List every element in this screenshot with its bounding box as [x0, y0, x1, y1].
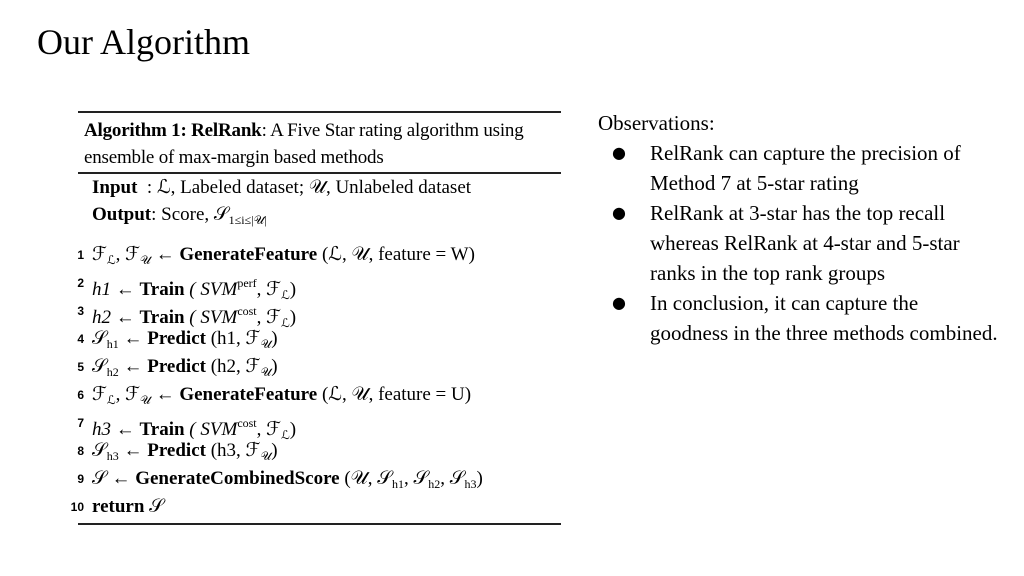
step-function: Predict: [147, 328, 206, 349]
algorithm-caption-title: Algorithm 1: RelRank: [84, 120, 262, 141]
step-lhs: h3: [92, 419, 111, 440]
step-sub: ℒ: [281, 428, 290, 442]
step-function: Predict: [147, 356, 206, 377]
step-sub: h1: [392, 477, 404, 491]
step-number: 10: [70, 500, 84, 514]
step-function: Train: [139, 307, 185, 328]
algorithm-step: [64, 297, 561, 330]
observations-list: [598, 138, 998, 348]
step-function: Train: [139, 419, 185, 440]
step-arrow: ←: [111, 307, 140, 328]
step-lhs: ℱ: [92, 384, 107, 405]
step-function: return: [92, 496, 145, 517]
step-function: GenerateCombinedScore: [135, 468, 340, 489]
step-function: Predict: [147, 440, 206, 461]
algorithm-step: [64, 409, 561, 442]
step-sub: h3: [106, 449, 119, 463]
algorithm-step: [64, 325, 561, 353]
algorithm-top-rule: [78, 111, 561, 113]
step-sub: ℒ: [281, 316, 290, 330]
step-args: , ℱ: [256, 419, 282, 440]
step-args: (h3, ℱ: [205, 440, 261, 461]
step-lhs: 𝒮: [92, 328, 107, 349]
algorithm-step: [64, 241, 561, 269]
step-number: 2: [77, 276, 84, 290]
algorithm-step: [64, 465, 561, 493]
step-args: , ℱ: [256, 307, 282, 328]
step-args: ): [271, 356, 278, 377]
step-arrow: ←: [118, 328, 148, 349]
step-args: 𝒮: [144, 496, 164, 517]
list-item: [598, 138, 998, 198]
algorithm-box: [64, 111, 561, 531]
algorithm-bottom-rule: [78, 523, 561, 525]
step-sup: perf: [237, 276, 257, 290]
step-sub: 𝒰: [260, 449, 272, 463]
algorithm-step: [64, 353, 561, 381]
step-lhs2: , ℱ: [115, 244, 141, 265]
step-function: Train: [139, 279, 185, 300]
step-sub: 𝒰: [260, 337, 272, 351]
step-sup: cost: [237, 416, 257, 430]
step-args: ): [289, 279, 297, 300]
step-lhs2: , ℱ: [115, 384, 141, 405]
step-args: , ℱ: [256, 279, 282, 300]
step-arrow: ←: [118, 440, 148, 461]
step-sub: ℒ: [106, 253, 116, 267]
list-item: [598, 288, 998, 348]
algorithm-step: [64, 493, 561, 521]
step-function: GenerateFeature: [179, 384, 318, 405]
observations-panel: [598, 108, 998, 348]
step-sub: 𝒰: [140, 393, 151, 407]
step-arrow: ←: [150, 244, 180, 265]
step-args: (ℒ, 𝒰, feature = W): [317, 244, 475, 265]
step-args: ): [476, 468, 483, 489]
step-args: , 𝒮: [404, 468, 429, 489]
step-lhs: 𝒮: [92, 356, 107, 377]
step-args: ( SVM: [184, 419, 238, 440]
step-args: ): [271, 328, 278, 349]
step-sub: ℒ: [281, 288, 290, 302]
step-sub: 𝒰: [140, 253, 151, 267]
step-arrow: ←: [150, 384, 180, 405]
bullet-icon: ●: [612, 143, 626, 162]
algorithm-step: [64, 269, 561, 302]
step-lhs: h1: [92, 279, 111, 300]
step-number: 1: [77, 248, 84, 262]
step-sub: 𝒰: [260, 365, 272, 379]
step-code: [92, 493, 164, 521]
step-function: GenerateFeature: [179, 244, 318, 265]
algorithm-input: [92, 176, 471, 200]
step-args: ): [271, 440, 278, 461]
step-arrow: ←: [106, 468, 136, 489]
output-subscript: 1≤i≤|𝒰|: [228, 213, 267, 227]
step-lhs: h2: [92, 307, 111, 328]
step-args: ( SVM: [184, 307, 238, 328]
bullet-icon: ●: [612, 203, 626, 222]
bullet-icon: ●: [612, 293, 626, 312]
slide-title: Our Algorithm: [37, 22, 250, 62]
step-sub: h2: [106, 365, 119, 379]
algorithm-steps: [64, 241, 561, 521]
list-item: [598, 198, 998, 288]
step-arrow: ←: [118, 356, 148, 377]
algorithm-mid-rule: [78, 172, 561, 174]
step-lhs: 𝒮: [92, 468, 107, 489]
step-sub: h1: [106, 337, 119, 351]
observations-heading: Observations:: [598, 111, 715, 135]
step-number: 7: [77, 416, 84, 430]
algorithm-output: [92, 203, 267, 232]
step-args: (h2, ℱ: [205, 356, 261, 377]
step-number: 8: [77, 444, 84, 458]
algorithm-step: [64, 381, 561, 409]
input-text: : ℒ, Labeled dataset; 𝒰, Unlabeled dataset: [137, 177, 472, 198]
algorithm-caption: [84, 117, 554, 171]
step-args: ): [289, 419, 297, 440]
step-args: ): [289, 307, 297, 328]
step-number: 6: [77, 388, 84, 402]
step-arrow: ←: [111, 419, 140, 440]
step-lhs: 𝒮: [92, 440, 107, 461]
output-label: Output: [92, 204, 152, 225]
step-sub: h3: [464, 477, 477, 491]
algorithm-caption-text: : A Five Star rating algorithm using ensemble of max-margin based methods: [84, 120, 524, 168]
input-label: Input: [92, 177, 138, 198]
step-number: 3: [77, 304, 84, 318]
algorithm-step: [64, 437, 561, 465]
observation-text: RelRank can capture the precision of Method 7 at 5-star rating: [650, 141, 961, 195]
step-sup: cost: [237, 304, 257, 318]
step-lhs: ℱ: [92, 244, 107, 265]
step-args: (ℒ, 𝒰, feature = U): [317, 384, 472, 405]
step-arrow: ←: [111, 279, 140, 300]
step-number: 5: [77, 360, 84, 374]
step-args: (h1, ℱ: [205, 328, 261, 349]
step-number: 4: [77, 332, 84, 346]
step-sub: ℒ: [106, 393, 116, 407]
observation-text: In conclusion, it can capture the goodness in the three methods combined.: [650, 291, 998, 345]
observation-text: RelRank at 3-star has the top recall whereas RelRank at 4-star and 5-star ranks in the top rank groups: [650, 201, 960, 285]
output-text: : Score, 𝒮: [151, 204, 229, 225]
step-args: (𝒰, 𝒮: [339, 468, 392, 489]
step-args: ( SVM: [184, 279, 238, 300]
step-sub: h2: [428, 477, 441, 491]
step-number: 9: [77, 472, 84, 486]
step-args: , 𝒮: [440, 468, 465, 489]
